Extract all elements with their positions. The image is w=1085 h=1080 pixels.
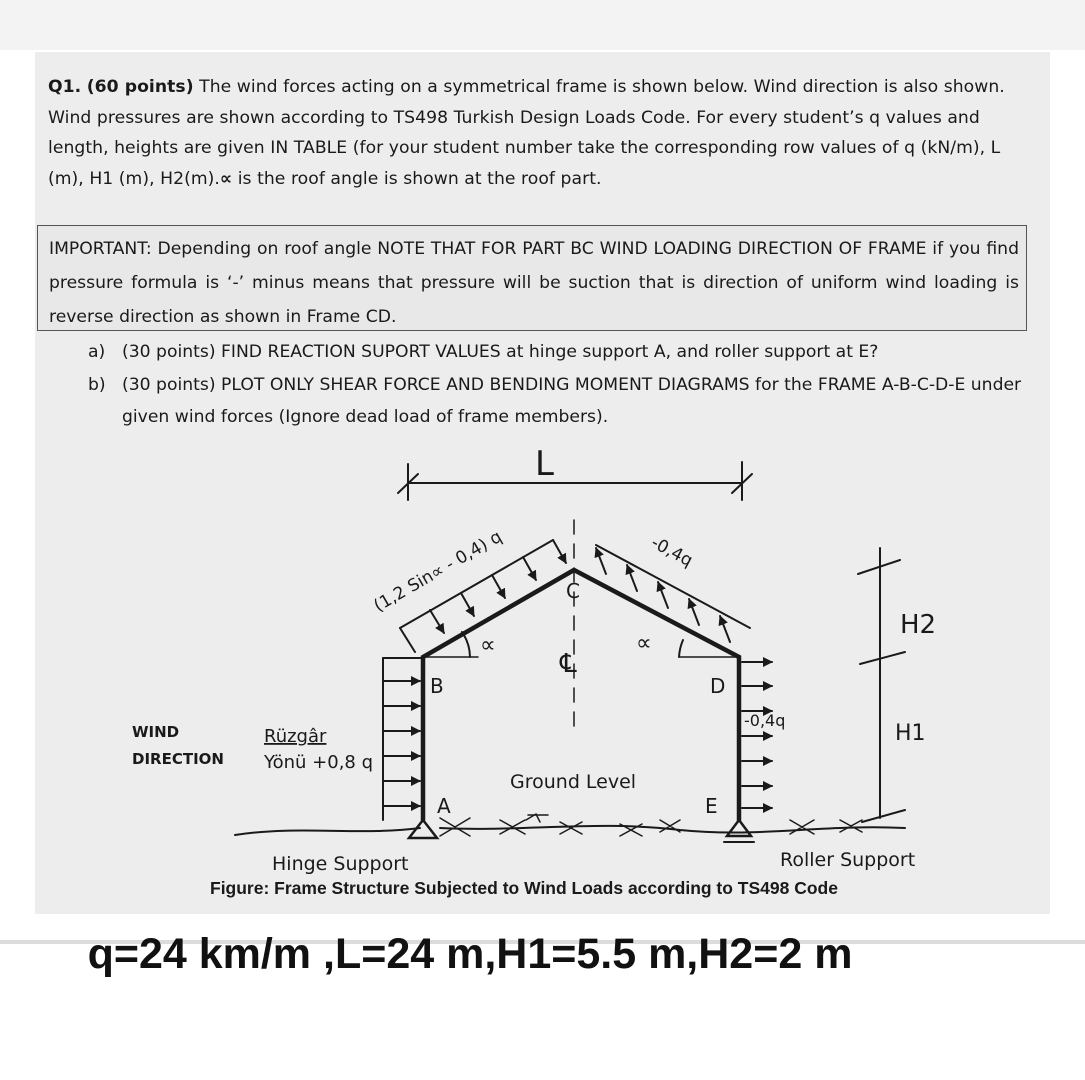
label-roof-left-load: (1,2 Sin∝ - 0,4) q [370,526,506,617]
alpha-right: ∝ [636,631,652,656]
node-C: C [566,579,580,603]
node-A: A [437,794,451,818]
label-H1: H1 [895,721,926,746]
node-B: B [430,674,444,698]
roller-support [727,820,751,836]
figure-caption: Figure: Frame Structure Subjected to Wind Loads according to TS498 Code [210,878,838,898]
label-H2: H2 [900,610,937,640]
label-wind-tr: Rüzgâr [264,726,327,747]
label-hinge-support: Hinge Support [272,853,409,875]
right-wall-load [742,662,772,808]
alpha-left: ∝ [480,633,496,658]
node-D: D [710,674,726,698]
part-a-text: (30 points) FIND REACTION SUPORT VALUES at hinge support A, and roller support at E? [122,342,879,362]
label-L: L [535,444,554,484]
label-direction: DIRECTION [132,750,224,768]
given-values: q=24 km/m ,L=24 m,H1=5.5 m,H2=2 m [87,930,853,978]
centerline-symbol: ℄ [560,649,577,679]
label-ground-level: Ground Level [510,771,637,793]
label-roller-support: Roller Support [780,849,916,871]
label-wind: WIND [132,723,180,741]
label-wall-right-load: -0,4q [744,711,786,730]
label-roof-right-load: -0,4q [647,532,696,572]
part-b-text: (30 points) PLOT ONLY SHEAR FORCE AND BENDING MOMENT DIAGRAMS for the FRAME A-B-C-D-E under given wind forces (Ignore dead load of frame members). [122,374,1022,427]
important-text: IMPORTANT: Depending on roof angle NOTE THAT FOR PART BC WIND LOADING DIRECTION OF FRAME if you find pressure formula is ‘-’ minus means that pressure will be suction that is direction of uniform wind loading is reverse direction as shown in Frame CD. [49,239,1019,327]
question-body-end: is the roof angle is shown at the roof part. [232,168,602,189]
part-b-label: b) [88,374,106,395]
node-E: E [705,794,718,818]
label-wall-left-load: Yönü +0,8 q [264,752,374,773]
question-body: The wind forces acting on a symmetrical frame is shown below. Wind direction is also shown. Wind pressures are shown according to TS498 Turkish Design Loads Code. For every student’s q values and length, heights are given IN TABLE (for your student number take the corresponding row values of q (kN/m), L (m), H1 (m), H2(m). [48,77,1005,189]
alpha-symbol: ∝ [219,168,233,189]
question-points: (60 points) [86,77,194,97]
part-a-label: a) [88,342,106,362]
question-number: Q1. [48,77,82,97]
